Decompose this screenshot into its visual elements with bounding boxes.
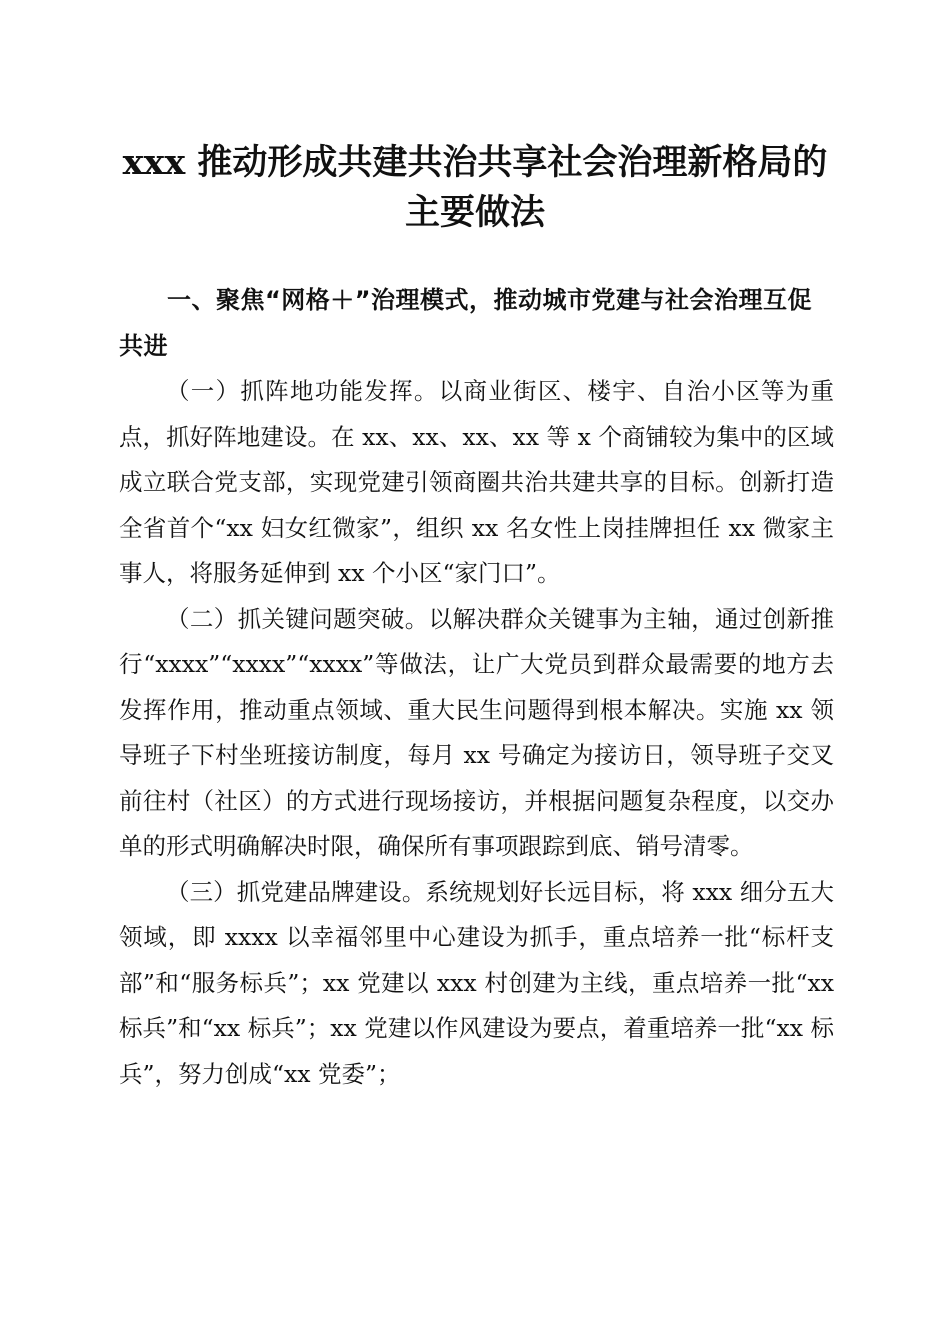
paragraph-2	[119, 597, 834, 870]
section-heading-1: 一、聚焦“网格＋”治理模式，推动城市党建与社会治理互促共进	[119, 286, 813, 360]
document-title	[110, 138, 840, 238]
paragraph-2-head: （二）抓关键问题突破。	[166, 604, 429, 633]
paragraph-2-text: 以解决群众关键事为主轴，通过创新推行“xxxx”“xxxx”“xxxx”等做法，让广大党员到群众最需要的地方去发挥作用，推动重点领域、重大民生问题得到根本解决。实施 xx 领导班子下村坐班接访制度，每月 xx 号确定为接访日，领导班子交叉前往村（社区）的方式进行现场接访，并根据问题复杂程度，以交办单的形式明确解决时限，确保所有事项跟踪到底、销号清零。	[119, 604, 835, 860]
paragraph-1	[119, 369, 834, 597]
title-line-1: xxx 推动形成共建共治共享社会治理新格局的	[122, 142, 828, 183]
paragraph-3	[119, 870, 834, 1098]
paragraph-3-text: 系统规划好长远目标，将 xxx 细分五大领域，即 xxxx 以幸福邻里中心建设为抓手，重点培养一批“标杆支部”和“服务标兵”；xx 党建以 xxx 村创建为主线，重点培养一批“xx 标兵”和“xx 标兵”；xx 党建以作风建设为要点，着重培养一批“xx 标兵”，努力创成“xx 党委”；	[119, 877, 834, 1088]
title-line-2: 主要做法	[404, 192, 545, 233]
paragraph-1-head: （一）抓阵地功能发挥。	[166, 377, 439, 405]
document-body	[119, 278, 834, 1097]
paragraph-1-text: 以商业街区、楼宇、自治小区等为重点，抓好阵地建设。在 xx、xx、xx、xx 等 x 个商铺较为集中的区域成立联合党支部，实现党建引领商圈共治共建共享的目标。创新打造全省首个“xx 妇女红微家”，组织 xx 名女性上岗挂牌担任 xx 微家主事人，将服务延伸到 xx 个小区“家门口”。	[119, 377, 835, 587]
paragraph-3-head: （三）抓党建品牌建设。	[166, 877, 426, 906]
